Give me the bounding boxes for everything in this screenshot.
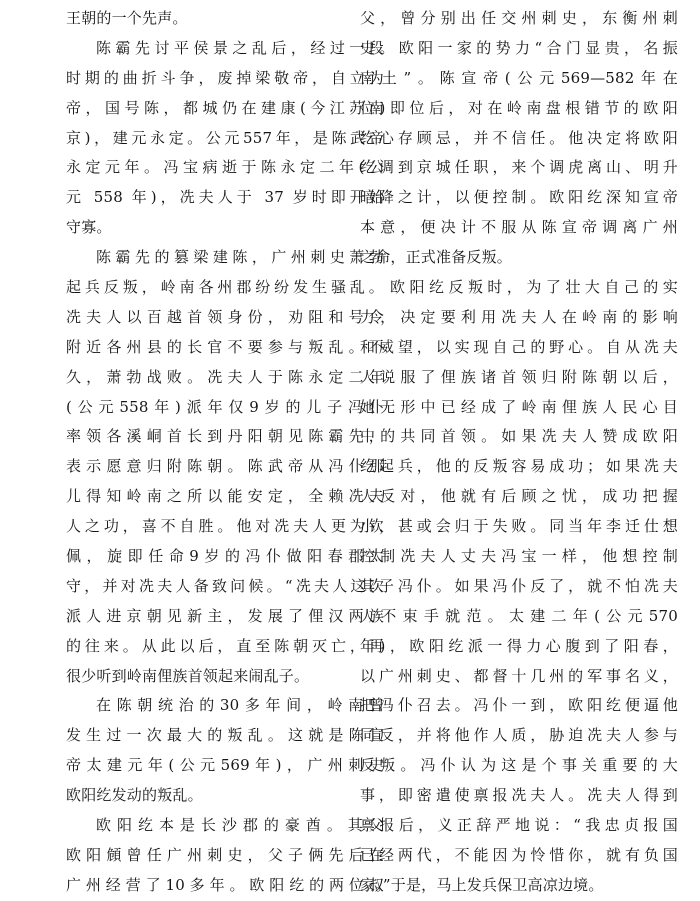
text-line: 史。欧阳一家的势力“合门显贵，名振 <box>360 38 678 57</box>
text-line: 以广州刺史、都督十几州的军事名义， <box>360 666 678 685</box>
text-line: 南土”。陈宣帝(公元569—582年在 <box>360 68 678 87</box>
text-line: 陈霸先讨平侯景之乱后，经过一段 <box>96 38 384 57</box>
left-column <box>66 4 384 901</box>
text-line: 事，即密遣使禀报冼夫人。冼夫人得到 <box>360 786 678 805</box>
text-line: 纥起兵，他的反叛容易成功；如果冼夫 <box>360 457 678 476</box>
text-line: 之命，正式准备反叛。 <box>360 248 513 267</box>
text-line: 把冯仆召去。冯仆一到，欧阳纥便逼他 <box>360 696 678 715</box>
text-line: 年)，欧阳纥派一得力心腹到了阳春， <box>360 636 678 655</box>
text-line: 帝太建元年(公元569年)，广州刺史 <box>66 756 384 775</box>
text-line: 中的共同首领。如果冼夫人赞成欧阳 <box>360 427 678 446</box>
text-line: 儿得知岭南之所以能安定，全赖冼夫 <box>66 487 384 506</box>
text-line: 她无形中已经成了岭南俚族人民心目 <box>360 397 678 416</box>
text-line: 欧阳纥发动的叛乱。 <box>66 786 203 805</box>
text-line: 时期的曲折斗争，废掉梁敬帝，自立为 <box>66 68 384 87</box>
text-line: 王朝的一个先声。 <box>66 9 188 27</box>
text-line: 附近各州县的长官不要参与叛乱。不 <box>66 337 384 356</box>
text-line: 人不束手就范。太建二年(公元570 <box>360 606 678 625</box>
text-line: 小，甚或会归于失败。同当年李迁仕想 <box>360 517 678 536</box>
text-line: 暗降之计，以便控制。欧阳纥深知宣帝 <box>360 188 678 207</box>
text-line: 的往来。从此以后，直至陈朝灭亡，再 <box>66 636 384 655</box>
text-line: 陈霸先的篡梁建陈，广州刺史萧勃 <box>96 248 384 267</box>
text-line: 帝，国号陈，都城仍在建康(今江苏南 <box>66 98 384 117</box>
text-line: 已经两代，不能因为怜惜你，就有负国 <box>360 845 678 864</box>
text-line: 派人进京朝见新主，发展了俚汉两族 <box>66 606 384 625</box>
text-line: 守寡。 <box>66 218 112 237</box>
text-line: 表示愿意归附陈朝。陈武帝从冯仆那 <box>66 457 384 476</box>
text-line: 纥调到京城任职，来个调虎离山、明升 <box>360 158 678 177</box>
text-line: 很少听到岭南俚族首领起来闹乱子。 <box>66 666 310 685</box>
text-line: 同反，并将他作人质，胁迫冼夫人参与 <box>360 726 678 745</box>
text-line: 永定元年。冯宝病逝于陈永定二年(公 <box>66 158 384 177</box>
text-line: 率领各溪峒首长到丹阳朝见陈霸先， <box>66 427 384 446</box>
text-line: 家。”于是，马上发兵保卫高凉边境。 <box>360 875 604 894</box>
text-line: 欧阳纥反叛时，为了壮大自己的实 <box>390 278 678 297</box>
text-line: 人之功，喜不自胜。他对冼夫人更为钦 <box>66 517 384 536</box>
text-line: 京)，建元永定。公元557年，是陈武帝 <box>66 128 384 147</box>
text-line: 元 558 年)，冼夫人于 37 岁时即开始 <box>66 188 384 207</box>
text-line: 在陈朝统治的30多年间，岭南曾 <box>96 696 384 715</box>
text-line: 反叛。冯仆认为这是个事关重要的大 <box>360 756 678 775</box>
text-line: (公元558年)派年仅9岁的儿子冯仆 <box>66 397 384 416</box>
text-line: 广州经营了10多年。欧阳纥的两位叔 <box>66 875 384 894</box>
right-column <box>360 4 678 901</box>
text-line: 位)即位后，对在岭南盘根错节的欧阳 <box>360 98 678 117</box>
text-line: 起兵反叛，岭南各州郡纷纷发生骚乱。 <box>66 278 384 297</box>
text-line: 其子冯仆。如果冯仆反了，就不怕冼夫 <box>360 576 678 595</box>
text-line: 父，曾分别出任交州刺史，东衡州刺 <box>360 9 678 27</box>
text-line: 力，决定要利用冼夫人在岭南的影响 <box>360 307 678 326</box>
text-line: 欧阳頠曾任广州刺史，父子俩先后在 <box>66 845 384 864</box>
text-line: 冼夫人以百越首领身份，劝阻和号令 <box>66 307 384 326</box>
text-line: 人反对，他就有后顾之忧，成功把握 <box>360 487 678 506</box>
text-line: 禀报后，义正辞严地说：“我忠贞报国 <box>360 816 678 835</box>
text-line: 纥心存顾忌，并不信任。他决定将欧阳 <box>360 128 678 147</box>
text-line: 欧阳纥本是长沙郡的豪酋。其父 <box>96 816 384 835</box>
text-line: 守，并对冼夫人备致问候。“冼夫人这次 <box>66 576 384 595</box>
text-line: 控制冼夫人丈夫冯宝一样，他想控制 <box>360 547 678 566</box>
text-line: 久，萧勃战败。冼夫人于陈永定二年 <box>66 367 384 386</box>
text-line: 本意，便决计不服从陈宣帝调离广州 <box>360 218 678 237</box>
text-line: 和威望，以实现自己的野心。自从冼夫 <box>360 337 678 356</box>
text-line: 佩，旋即任命9岁的冯仆做阳春郡太 <box>66 547 384 566</box>
text-line: 发生过一次最大的叛乱。这就是陈宣 <box>66 726 384 745</box>
text-line: 人说服了俚族诸首领归附陈朝以后， <box>360 367 678 386</box>
